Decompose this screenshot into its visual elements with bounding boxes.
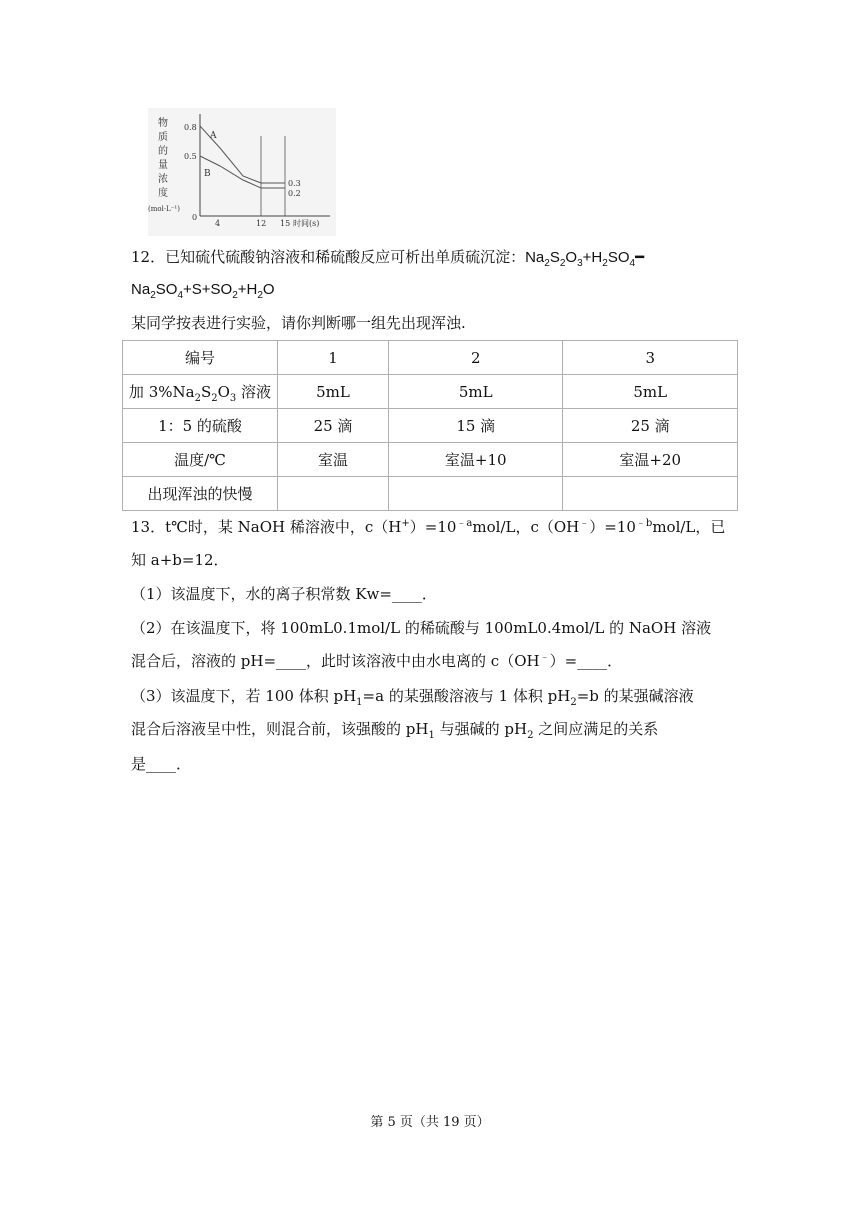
end-value-b: 0.2 [288,189,301,198]
graph-svg [148,108,336,236]
end-value-a: 0.3 [288,179,301,188]
table-cell [563,477,738,511]
table-cell [389,477,563,511]
q13-text: 混合后，溶液的 pH=____，此时该溶液中由水电离的 c（OH [131,652,540,670]
xlabel: 时间(s) [293,219,320,228]
table-row [123,477,738,511]
xtick: 4 [215,219,221,228]
q12-line2: 某同学按表进行实验，请你判断哪一组先出现浑浊. [131,314,466,332]
page-footer: 第 5 页（共 19 页） [370,1115,490,1130]
q12-prefix: 12．已知硫代硫酸钠溶液和稀硫酸反应可析出单质硫沉淀： [131,248,526,266]
q13-line1: 13．t℃时，某 NaOH 稀溶液中，$c(H^+)=10^{﹣a}mol/L$，$c(OH^﹣)=10^{﹣b}mol/L$，已 [131,518,726,536]
table-cell: 编号 [123,341,278,375]
table-cell: 5mL [389,375,563,409]
table-cell: 3 [563,341,738,375]
table-cell: 2 [389,341,563,375]
table-cell: 出现浑浊的快慢 [123,477,278,511]
q12-equation-rhs: $Na_2SO_4+S+SO_2+H_2O$ [131,281,275,301]
q13-part3-line1: （3）该温度下，若 100 体积 $pH_1=a$ 的某强酸溶液与 1 体积 $pH_2=b$ 的某强碱溶液 [131,687,694,708]
label-b: B [204,169,211,179]
q12-equation-lhs: $Na_2S_2O_3+H_2SO_4━$ [525,249,645,269]
table-cell [278,477,389,511]
table-row [123,375,738,409]
table-cell: 1：5 的硫酸 [123,409,278,443]
table-cell: 15 滴 [389,409,563,443]
q13-text: mol/L，c（OH [472,518,580,536]
ylabel-char: 的 [158,146,168,157]
q13-part3-line2: 混合后溶液呈中性，则混合前，该强酸的 $pH_1$ 与强碱的 $pH_2$ 之间应满足的关系 [131,720,659,741]
origin-label: 0 [192,213,198,222]
table-cell: 加 $3\%Na_2S_2O_3$ 溶液 [123,375,278,409]
y-unit: (mol·L⁻¹) [148,205,180,213]
xtick: 15 [280,219,291,228]
q13-text: =b 的某强碱溶液 [576,687,694,705]
table-cell: 5mL [563,375,738,409]
q13-text: =a 的某强酸溶液与 1 体积 pH [362,687,571,705]
ytick: 0.8 [184,123,197,132]
ylabel-char: 浓 [158,174,168,185]
q13-text: mol/L，已 [652,518,726,536]
q13-text: ）=10 [589,518,636,536]
q13-text: （3）该温度下，若 100 体积 pH [131,687,357,705]
concentration-time-graph [148,108,336,236]
ylabel-char: 量 [158,160,168,171]
q13-text: 与强碱的 pH [434,720,528,738]
q13-part2-line1: （2）在该温度下，将 100mL0.1mol/L 的稀硫酸与 100mL0.4mol/L 的 NaOH 溶液 [131,619,712,637]
table-row [123,443,738,477]
experiment-table [122,340,738,511]
ylabel-char: 度 [158,188,168,199]
table-row [123,409,738,443]
ytick: 0.5 [184,152,197,161]
table-cell: 1 [278,341,389,375]
table-row [123,341,738,375]
ylabel-char: 质 [158,132,168,143]
q13-text: ）=10 [409,518,457,536]
xtick: 12 [256,219,267,228]
q13-text: 之间应满足的关系 [533,720,659,738]
label-a: A [210,131,217,141]
table-cell: 25 滴 [278,409,389,443]
q13-text: 13．t℃时，某 NaOH 稀溶液中，c（H [131,518,402,536]
q13-text: 混合后溶液呈中性，则混合前，该强酸的 pH [131,720,429,738]
table-cell: 室温+10 [389,443,563,477]
q13-text: ）=____． [549,652,623,670]
table-cell: 室温+20 [563,443,738,477]
q13-part1: （1）该温度下，水的离子积常数 Kw=____． [131,585,437,603]
table-cell: 25 滴 [563,409,738,443]
table-cell: 5mL [278,375,389,409]
ylabel-char: 物 [158,118,168,129]
q13-part2-line2: 混合后，溶液的 pH=____，此时该溶液中由水电离的 c（OH﹣）=____． [131,652,623,670]
table-cell: 温度/℃ [123,443,278,477]
q12-line1 [131,247,644,268]
q13-line2: 知 a+b=12． [131,551,229,569]
table-cell: 室温 [278,443,389,477]
q13-part3-line3: 是____． [131,755,192,773]
